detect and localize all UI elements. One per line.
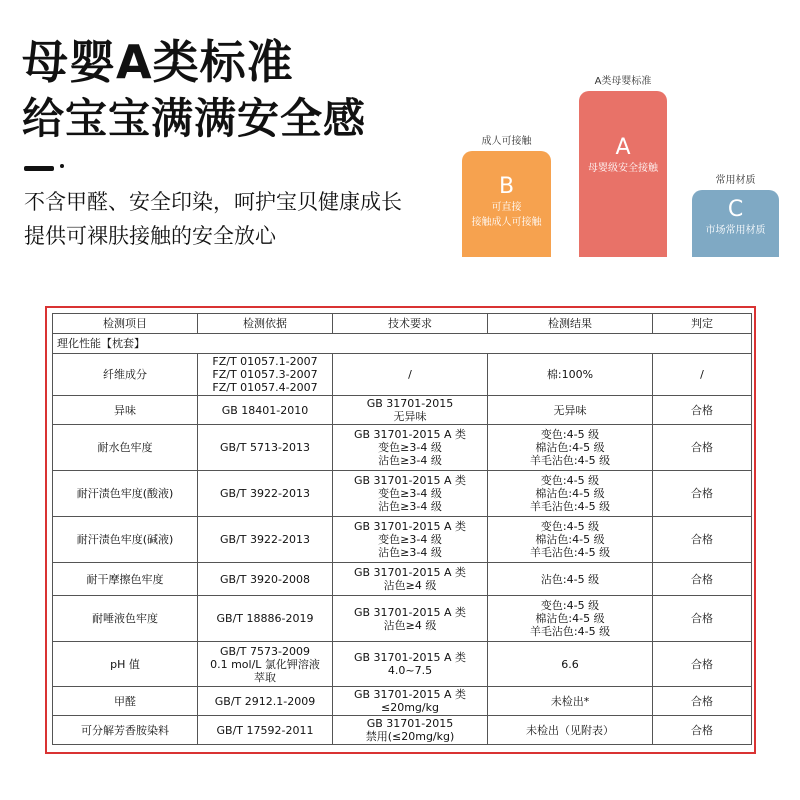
cell-basis-line: GB/T 5713-2013	[220, 441, 310, 454]
cell-result	[488, 642, 653, 687]
cell-requirement	[333, 517, 488, 563]
cell-requirement-line: 沾色≥4 级	[383, 579, 437, 592]
cell-verdict: 合格	[653, 716, 752, 745]
cell-requirement	[333, 354, 488, 396]
bar-c-desc-1: 市场常用材质	[705, 225, 766, 236]
bar-b-caption: 成人可接触	[481, 136, 532, 147]
cell-item: 耐水色牢度	[53, 425, 198, 471]
cell-basis-line: 萃取	[254, 670, 276, 684]
cell-requirement-line: GB 31701-2015 A 类	[353, 428, 467, 441]
cell-requirement-line: 变色≥3-4 级	[378, 533, 442, 546]
cell-requirement-line: 变色≥3-4 级	[378, 487, 442, 500]
cell-verdict: 合格	[653, 425, 752, 471]
cell-result-line: 未检出（见附表）	[526, 723, 614, 737]
description-line-1: 不含甲醛、安全印染，呵护宝贝健康成长	[24, 190, 402, 214]
cell-requirement	[333, 687, 488, 716]
cell-result	[488, 425, 653, 471]
cell-basis	[198, 517, 333, 563]
cell-requirement-line: GB 31701-2015 A 类	[353, 688, 467, 701]
cell-requirement	[333, 396, 488, 425]
cell-basis	[198, 396, 333, 425]
table-row	[53, 563, 752, 596]
cell-requirement-line: 4.0~7.5	[387, 664, 433, 677]
cell-basis-line: GB/T 3922-2013	[220, 533, 310, 546]
cell-result	[488, 471, 653, 517]
cell-result-line: 变色:4-5 级	[540, 428, 600, 441]
header-item: 检测项目	[53, 314, 198, 334]
cell-verdict: 合格	[653, 471, 752, 517]
header-result: 检测结果	[488, 314, 653, 334]
cell-basis-line: FZ/T 01057.4-2007	[212, 381, 318, 394]
cell-requirement-line: 无异味	[393, 410, 427, 423]
cell-item: 甲醛	[53, 687, 198, 716]
bar-b-desc-1: 可直接	[491, 202, 522, 213]
cell-requirement-line: GB 31701-2015 A 类	[353, 474, 467, 487]
table-header-row	[53, 314, 752, 334]
cell-result-line: 未检出*	[550, 694, 590, 708]
cell-requirement-line: ≤20mg/kg	[381, 701, 439, 714]
cell-result-line: 棉沾色:4-5 级	[535, 487, 605, 500]
table-row	[53, 687, 752, 716]
cell-basis-line: 0.1 mol/L 氯化钾溶液	[210, 657, 320, 671]
cell-basis-line: FZ/T 01057.1-2007	[212, 355, 318, 368]
bar-c	[692, 190, 779, 257]
cell-basis	[198, 563, 333, 596]
cell-result	[488, 687, 653, 716]
table-row	[53, 596, 752, 642]
bar-a-caption: A类母婴标准	[594, 76, 652, 87]
cell-basis	[198, 596, 333, 642]
section-label: 理化性能【枕套】	[53, 334, 752, 354]
cell-basis-line: GB/T 2912.1-2009	[214, 694, 316, 708]
table-row	[53, 716, 752, 745]
cell-requirement	[333, 716, 488, 745]
cell-result-line: 6.6	[561, 657, 579, 671]
title-divider	[24, 166, 54, 171]
cell-basis	[198, 425, 333, 471]
cell-item: 纤维成分	[53, 354, 198, 396]
page-subtitle-heading: 给宝宝满满安全感	[22, 94, 367, 143]
cell-result-line: 棉沾色:4-5 级	[535, 533, 605, 546]
cell-result-line: 羊毛沾色:4-5 级	[529, 500, 611, 513]
table-row	[53, 425, 752, 471]
cell-verdict: 合格	[653, 396, 752, 425]
cell-result-line: 无异味	[553, 403, 587, 417]
cell-item: pH 值	[53, 642, 198, 687]
cell-basis	[198, 716, 333, 745]
header-basis: 检测依据	[198, 314, 333, 334]
cell-result	[488, 517, 653, 563]
cell-basis-line: GB/T 3920-2008	[220, 572, 310, 586]
cell-item: 耐唾液色牢度	[53, 596, 198, 642]
cell-item: 耐汗渍色牢度(碱液)	[53, 517, 198, 563]
header-verdict: 判定	[653, 314, 752, 334]
cell-result-line: 变色:4-5 级	[540, 599, 600, 612]
cell-result-line: 变色:4-5 级	[540, 474, 600, 487]
title-divider-dot	[60, 164, 64, 168]
cell-verdict: 合格	[653, 563, 752, 596]
page-title: 母婴A类标准	[22, 35, 294, 89]
cell-result	[488, 354, 653, 396]
table-row	[53, 517, 752, 563]
cell-result-line: 羊毛沾色:4-5 级	[529, 546, 611, 559]
cell-result-line: 变色:4-5 级	[540, 520, 600, 533]
cell-requirement	[333, 596, 488, 642]
cell-basis-line: GB/T 17592-2011	[216, 723, 314, 737]
cell-requirement-line: GB 31701-2015 A 类	[353, 605, 467, 619]
cell-result-line: 棉沾色:4-5 级	[535, 612, 605, 625]
cell-basis	[198, 642, 333, 687]
cell-verdict: 合格	[653, 596, 752, 642]
cell-requirement-line: 沾色≥4 级	[383, 618, 437, 632]
cell-requirement	[333, 471, 488, 517]
cell-requirement-line: GB 31701-2015	[366, 717, 454, 730]
header-requirement: 技术要求	[333, 314, 488, 334]
cell-requirement-line: /	[408, 368, 412, 381]
bar-b-letter: B	[498, 174, 515, 199]
cell-result	[488, 596, 653, 642]
cell-item: 耐干摩擦色牢度	[53, 563, 198, 596]
cell-result	[488, 716, 653, 745]
cell-basis	[198, 354, 333, 396]
bar-a	[579, 91, 667, 257]
cell-requirement-line: GB 31701-2015 A 类	[353, 651, 467, 664]
cell-result-line: 沾色:4-5 级	[540, 572, 600, 586]
cell-basis-line: GB/T 18886-2019	[216, 612, 314, 625]
bar-b-desc-2: 接触成人可接触	[471, 217, 542, 228]
cell-basis	[198, 471, 333, 517]
cell-result-line: 羊毛沾色:4-5 级	[529, 454, 611, 467]
test-report-frame	[45, 306, 756, 754]
cell-basis-line: GB/T 7573-2009	[220, 644, 310, 658]
bar-a-desc-1: 母婴级安全接触	[588, 163, 658, 174]
cell-verdict: 合格	[653, 687, 752, 716]
cell-basis-line: FZ/T 01057.3-2007	[212, 368, 318, 381]
bar-c-letter: C	[727, 197, 744, 222]
description-line-2: 提供可裸肤接触的安全放心	[24, 224, 276, 248]
cell-requirement	[333, 563, 488, 596]
table-row	[53, 354, 752, 396]
cell-verdict: /	[653, 354, 752, 396]
cell-requirement	[333, 425, 488, 471]
cell-requirement-line: 禁用(≤20mg/kg)	[365, 730, 455, 743]
cell-basis-line: GB/T 3922-2013	[220, 487, 310, 500]
cell-result-line: 棉:100%	[546, 368, 594, 381]
cell-requirement-line: GB 31701-2015 A 类	[353, 520, 467, 533]
cell-verdict: 合格	[653, 642, 752, 687]
cell-requirement-line: GB 31701-2015 A 类	[353, 566, 467, 579]
bar-a-letter: A	[615, 135, 631, 160]
cell-basis-line: GB 18401-2010	[221, 403, 309, 417]
section-row	[53, 334, 752, 354]
bar-b	[462, 151, 551, 257]
cell-requirement-line: 沾色≥3-4 级	[378, 500, 442, 513]
cell-requirement-line: 沾色≥3-4 级	[378, 454, 442, 467]
test-report-table	[52, 313, 752, 745]
table-row	[53, 396, 752, 425]
cell-result-line: 羊毛沾色:4-5 级	[529, 625, 611, 638]
bar-c-caption: 常用材质	[715, 175, 756, 186]
cell-item: 可分解芳香胺染料	[53, 716, 198, 745]
cell-requirement-line: GB 31701-2015	[366, 397, 454, 410]
table-row	[53, 642, 752, 687]
cell-result	[488, 563, 653, 596]
cell-requirement-line: 沾色≥3-4 级	[378, 546, 442, 559]
cell-result	[488, 396, 653, 425]
cell-requirement	[333, 642, 488, 687]
cell-basis	[198, 687, 333, 716]
cell-verdict: 合格	[653, 517, 752, 563]
cell-item: 异味	[53, 396, 198, 425]
table-row	[53, 471, 752, 517]
cell-requirement-line: 变色≥3-4 级	[378, 441, 442, 454]
cell-item: 耐汗渍色牢度(酸液)	[53, 471, 198, 517]
cell-result-line: 棉沾色:4-5 级	[535, 441, 605, 454]
